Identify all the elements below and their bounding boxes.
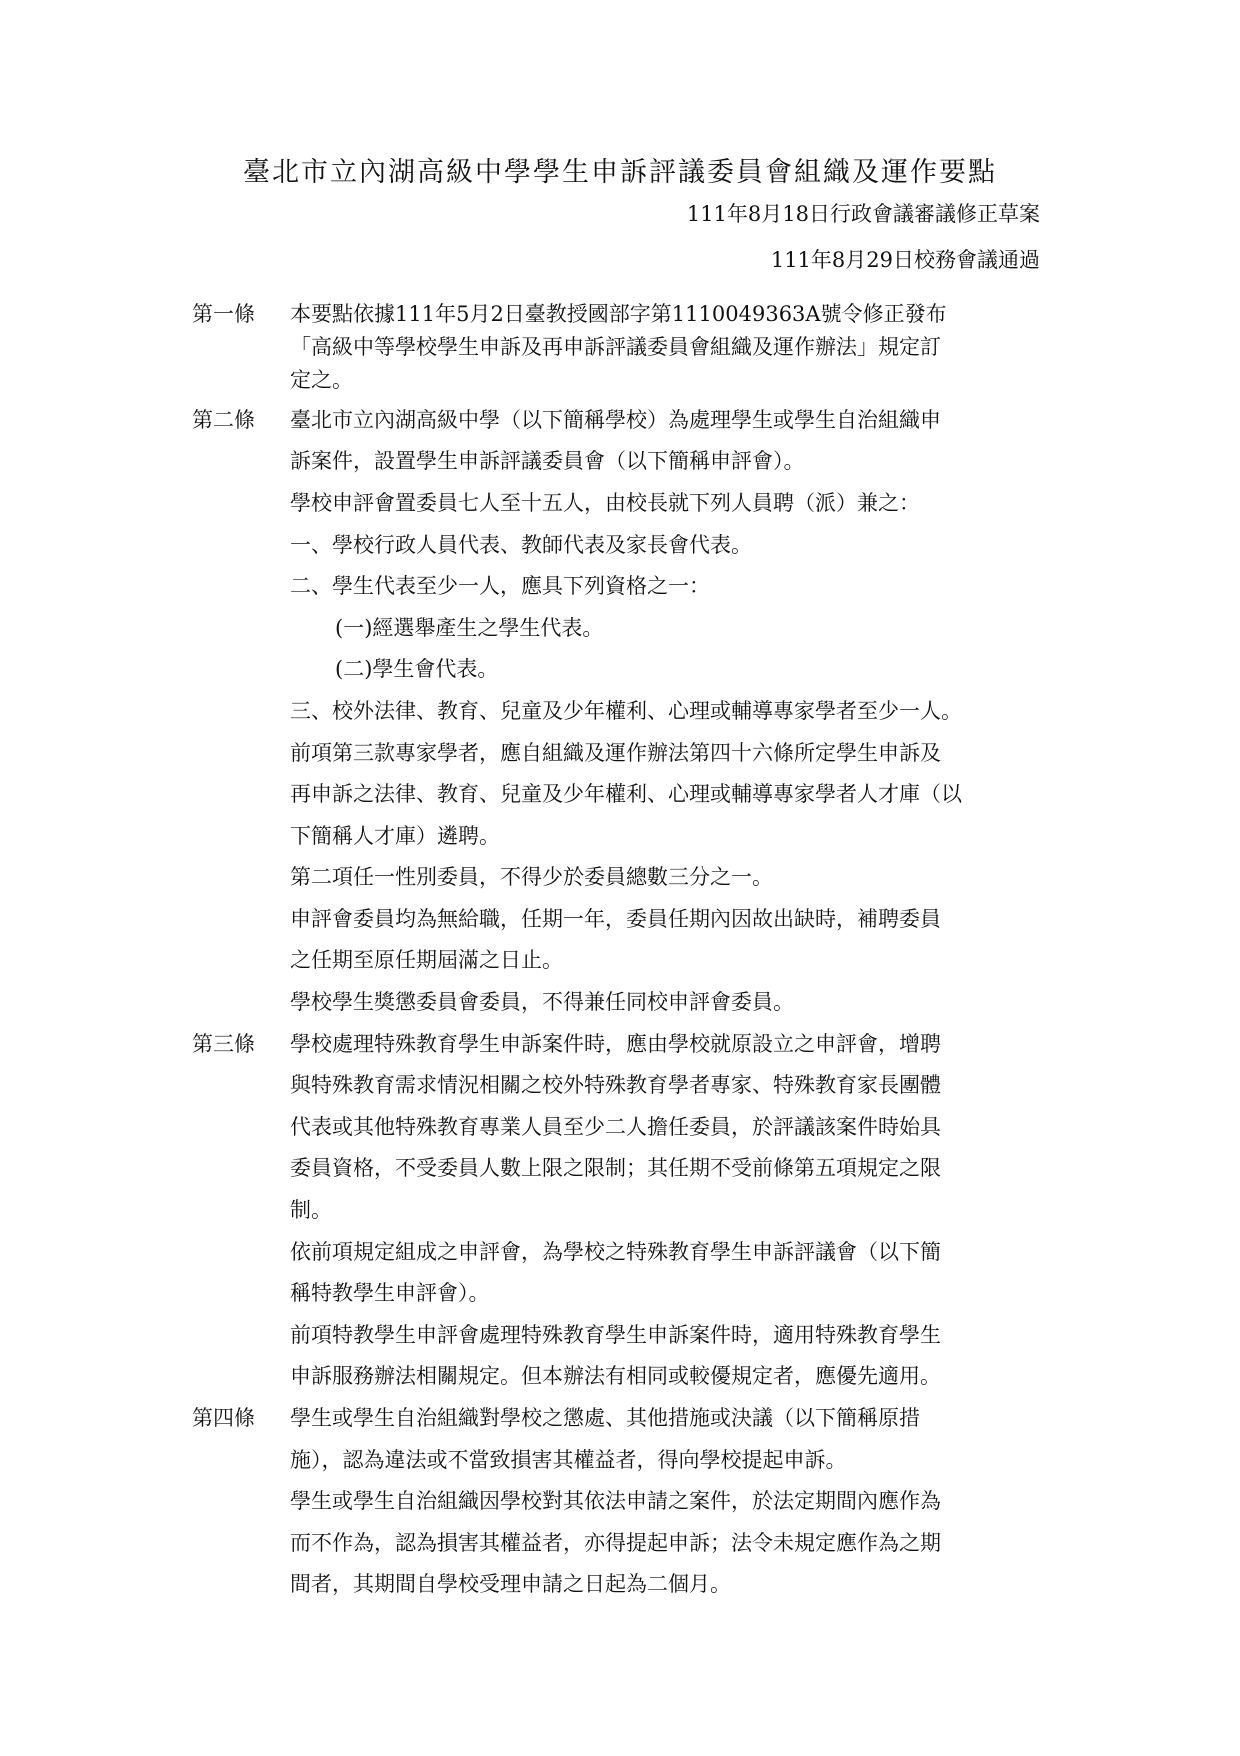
article-3-line: 代表或其他特殊教育專業人員至少二人擔任委員，於評議該案件時始具: [290, 1115, 941, 1139]
article-2-line: 再申訴之法律、教育、兒童及少年權利、心理或輔導專家學者人才庫（以: [290, 782, 962, 806]
article-1-line: 本要點依據111年5月2日臺教授國部字第1110049363A號令修正發布: [290, 302, 947, 326]
article-4-line: 而不作為，認為損害其權益者，亦得提起申訴；法令未規定應作為之期: [290, 1531, 941, 1555]
article-2-label: 第二條: [192, 408, 255, 432]
article-3-line: 稱特教學生申評會）。: [290, 1281, 490, 1305]
article-3-line: 依前項規定組成之申評會，為學校之特殊教育學生申訴評議會（以下簡: [290, 1240, 941, 1264]
article-2-line: 申評會委員均為無給職，任期一年，委員任期內因故出缺時，補聘委員: [290, 907, 941, 931]
article-2-line: (一)經選舉產生之學生代表。: [335, 616, 604, 640]
revision-note: 111年8月18日行政會議審議修正草案: [686, 202, 1040, 226]
article-2-line: 第二項任一性別委員，不得少於委員總數三分之一。: [290, 865, 773, 889]
article-3-line: 與特殊教育需求情況相關之校外特殊教育學者專家、特殊教育家長團體: [290, 1073, 941, 1097]
document-title: 臺北市立內湖高級中學學生申訴評議委員會組織及運作要點: [243, 157, 997, 188]
article-2-line: 下簡稱人才庫）遴聘。: [290, 824, 500, 848]
article-3-line: 制。: [290, 1198, 332, 1222]
article-3-line: 申訴服務辦法相關規定。但本辦法有相同或較優規定者，應優先適用。: [290, 1364, 941, 1388]
article-4-line: 間者，其期間自學校受理申請之日起為二個月。: [290, 1572, 731, 1596]
article-1-label: 第一條: [192, 302, 255, 326]
article-1-line: 「高級中等學校學生申訴及再申訴評議委員會組織及運作辦法」規定訂: [290, 335, 941, 359]
article-2-line: 一、學校行政人員代表、教師代表及家長會代表。: [290, 533, 752, 557]
article-2-line: (二)學生會代表。: [335, 657, 499, 681]
article-2-line: 學校申評會置委員七人至十五人，由校長就下列人員聘（派）兼之：: [290, 491, 920, 515]
article-3-line: 前項特教學生申評會處理特殊教育學生申訴案件時，適用特殊教育學生: [290, 1323, 941, 1347]
article-2-line: 二、學生代表至少一人，應具下列資格之一：: [290, 574, 710, 598]
article-2-line: 三、校外法律、教育、兒童及少年權利、心理或輔導專家學者至少一人。: [290, 699, 962, 723]
article-4-line: 學生或學生自治組織因學校對其依法申請之案件，於法定期間內應作為: [290, 1489, 941, 1513]
article-2-line: 前項第三款專家學者，應自組織及運作辦法第四十六條所定學生申訴及: [290, 741, 941, 765]
approval-note: 111年8月29日校務會議通過: [770, 248, 1040, 272]
article-4-label: 第四條: [192, 1406, 255, 1430]
article-1-line: 定之。: [290, 368, 353, 392]
article-2-line: 學校學生獎懲委員會委員，不得兼任同校申評會委員。: [290, 990, 794, 1014]
article-3-label: 第三條: [192, 1032, 255, 1056]
article-3-line: 委員資格，不受委員人數上限之限制；其任期不受前條第五項規定之限: [290, 1156, 941, 1180]
article-2-line: 之任期至原任期屆滿之日止。: [290, 948, 563, 972]
article-2-line: 訴案件，設置學生申訴評議委員會（以下簡稱申評會）。: [290, 449, 805, 473]
article-3-line: 學校處理特殊教育學生申訴案件時，應由學校就原設立之申評會，增聘: [290, 1032, 941, 1056]
article-4-line: 施），認為違法或不當致損害其權益者，得向學校提起申訴。: [290, 1448, 847, 1472]
article-4-line: 學生或學生自治組織對學校之懲處、其他措施或決議（以下簡稱原措: [290, 1406, 920, 1430]
article-2-line: 臺北市立內湖高級中學（以下簡稱學校）為處理學生或學生自治組織申: [290, 408, 941, 432]
